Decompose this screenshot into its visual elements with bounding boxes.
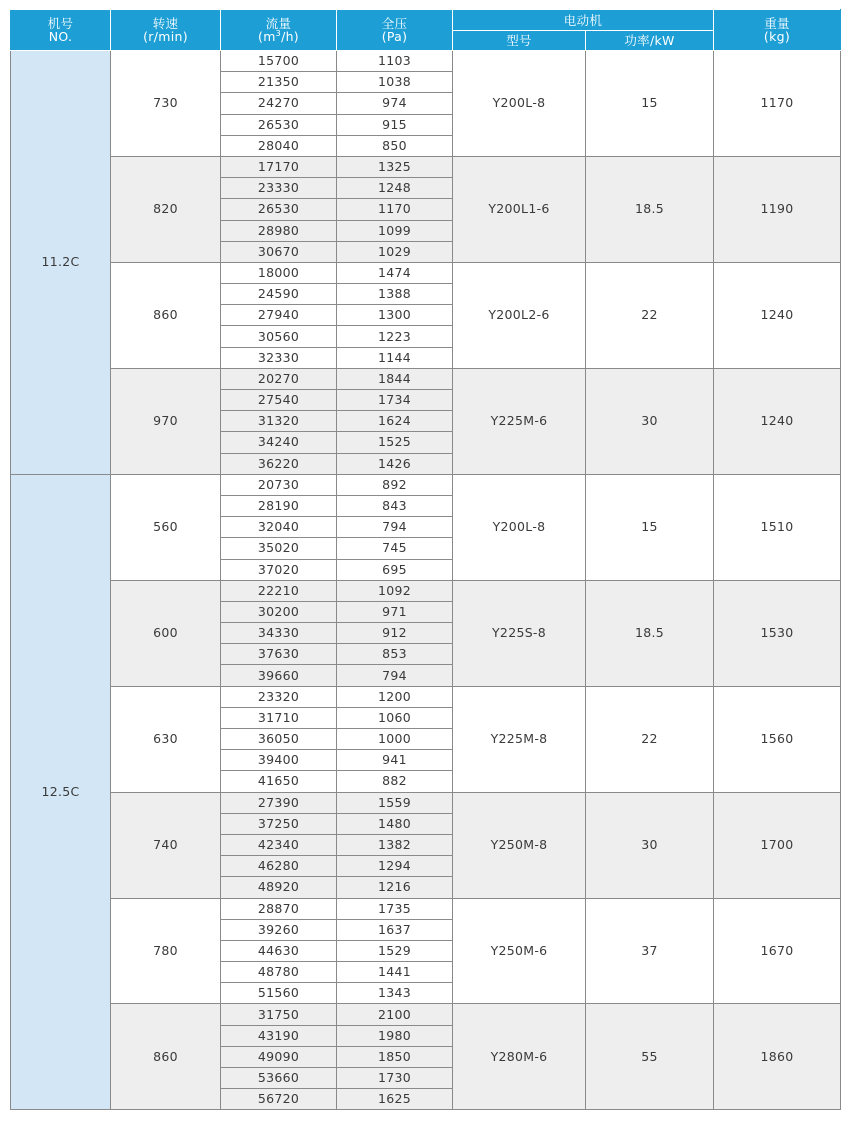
pressure-cell: 2100 (337, 1004, 453, 1025)
pressure-cell: 1474 (337, 262, 453, 283)
flow-cell: 32040 (221, 517, 337, 538)
flow-unit-post: /h) (281, 29, 299, 44)
pressure-cell: 1103 (337, 51, 453, 72)
pressure-cell: 1730 (337, 1068, 453, 1089)
motor-power-cell: 15 (586, 51, 714, 157)
header-weight-label: 重量 (764, 16, 790, 31)
speed-cell: 600 (111, 580, 221, 686)
pressure-cell: 915 (337, 114, 453, 135)
pressure-cell: 1000 (337, 729, 453, 750)
motor-power-cell: 37 (586, 898, 714, 1004)
header-motor-model: 型号 (453, 31, 586, 51)
pressure-cell: 941 (337, 750, 453, 771)
flow-cell: 42340 (221, 834, 337, 855)
weight-cell: 1190 (714, 156, 841, 262)
pressure-cell: 912 (337, 623, 453, 644)
weight-cell: 1240 (714, 368, 841, 474)
pressure-cell: 974 (337, 93, 453, 114)
flow-cell: 56720 (221, 1089, 337, 1110)
fan-spec-table (10, 9, 841, 1110)
flow-cell: 41650 (221, 771, 337, 792)
motor-power-cell: 18.5 (586, 580, 714, 686)
speed-cell: 860 (111, 262, 221, 368)
motor-power-cell: 22 (586, 686, 714, 792)
flow-cell: 27390 (221, 792, 337, 813)
flow-cell: 15700 (221, 51, 337, 72)
pressure-cell: 1559 (337, 792, 453, 813)
flow-cell: 31710 (221, 707, 337, 728)
flow-unit-pre: (m (258, 29, 276, 44)
motor-power-cell: 15 (586, 474, 714, 580)
flow-cell: 31320 (221, 411, 337, 432)
motor-model-cell: Y250M-8 (453, 792, 586, 898)
flow-cell: 28040 (221, 135, 337, 156)
flow-cell: 24270 (221, 93, 337, 114)
pressure-cell: 1734 (337, 390, 453, 411)
flow-cell: 20270 (221, 368, 337, 389)
pressure-cell: 843 (337, 495, 453, 516)
flow-cell: 36050 (221, 729, 337, 750)
header-weight-unit: (kg) (763, 29, 791, 44)
motor-power-cell: 30 (586, 368, 714, 474)
pressure-cell: 850 (337, 135, 453, 156)
flow-cell: 18000 (221, 262, 337, 283)
motor-model-cell: Y225M-6 (453, 368, 586, 474)
header-model-no-label: 机号 (47, 16, 74, 31)
motor-power-cell: 30 (586, 792, 714, 898)
model-no-cell: 11.2C (11, 51, 111, 475)
flow-cell: 35020 (221, 538, 337, 559)
table-header (11, 10, 841, 51)
motor-model-cell: Y200L2-6 (453, 262, 586, 368)
table-row (11, 262, 841, 283)
flow-cell: 28870 (221, 898, 337, 919)
pressure-cell: 1248 (337, 178, 453, 199)
flow-cell: 53660 (221, 1068, 337, 1089)
motor-power-cell: 22 (586, 262, 714, 368)
pressure-cell: 1300 (337, 305, 453, 326)
pressure-cell: 853 (337, 644, 453, 665)
motor-power-cell: 18.5 (586, 156, 714, 262)
pressure-cell: 1144 (337, 347, 453, 368)
pressure-cell: 1343 (337, 983, 453, 1004)
weight-cell: 1700 (714, 792, 841, 898)
flow-cell: 17170 (221, 156, 337, 177)
header-speed (111, 10, 221, 51)
flow-cell: 46280 (221, 856, 337, 877)
weight-cell: 1170 (714, 51, 841, 157)
header-model-no-label-en: NO. (48, 29, 73, 44)
header-motor-power: 功率/kW (586, 31, 714, 51)
table-row (11, 898, 841, 919)
flow-cell: 31750 (221, 1004, 337, 1025)
pressure-cell: 1325 (337, 156, 453, 177)
table-row (11, 51, 841, 72)
pressure-cell: 794 (337, 665, 453, 686)
flow-cell: 48920 (221, 877, 337, 898)
pressure-cell: 1480 (337, 813, 453, 834)
pressure-cell: 1637 (337, 919, 453, 940)
header-pressure-unit: (Pa) (381, 29, 408, 44)
pressure-cell: 1099 (337, 220, 453, 241)
flow-cell: 26530 (221, 199, 337, 220)
flow-cell: 48780 (221, 962, 337, 983)
flow-cell: 23320 (221, 686, 337, 707)
motor-model-cell: Y200L-8 (453, 51, 586, 157)
motor-model-cell: Y225M-8 (453, 686, 586, 792)
table-row (11, 792, 841, 813)
speed-cell: 860 (111, 1004, 221, 1110)
header-pressure-label: 全压 (381, 16, 408, 31)
flow-cell: 34330 (221, 623, 337, 644)
pressure-cell: 1388 (337, 284, 453, 305)
model-no-cell: 12.5C (11, 474, 111, 1110)
pressure-cell: 1029 (337, 241, 453, 262)
weight-cell: 1860 (714, 1004, 841, 1110)
speed-cell: 780 (111, 898, 221, 1004)
flow-cell: 22210 (221, 580, 337, 601)
pressure-cell: 1980 (337, 1025, 453, 1046)
flow-cell: 51560 (221, 983, 337, 1004)
flow-cell: 39660 (221, 665, 337, 686)
speed-cell: 730 (111, 51, 221, 157)
pressure-cell: 1294 (337, 856, 453, 877)
pressure-cell: 1223 (337, 326, 453, 347)
speed-cell: 630 (111, 686, 221, 792)
header-speed-label: 转速 (152, 16, 179, 31)
pressure-cell: 1844 (337, 368, 453, 389)
flow-cell: 26530 (221, 114, 337, 135)
flow-cell: 20730 (221, 474, 337, 495)
table-row (11, 580, 841, 601)
motor-model-cell: Y200L1-6 (453, 156, 586, 262)
pressure-cell: 745 (337, 538, 453, 559)
weight-cell: 1510 (714, 474, 841, 580)
header-weight (714, 10, 841, 51)
pressure-cell: 1426 (337, 453, 453, 474)
header-speed-unit: (r/min) (143, 29, 188, 44)
motor-model-cell: Y280M-6 (453, 1004, 586, 1110)
table-body (11, 51, 841, 1110)
motor-model-cell: Y250M-6 (453, 898, 586, 1004)
table-row (11, 156, 841, 177)
flow-cell: 24590 (221, 284, 337, 305)
pressure-cell: 882 (337, 771, 453, 792)
weight-cell: 1560 (714, 686, 841, 792)
header-model-no (11, 10, 111, 51)
header-flow (221, 10, 337, 51)
header-motor: 电动机 (453, 10, 714, 31)
flow-cell: 23330 (221, 178, 337, 199)
speed-cell: 740 (111, 792, 221, 898)
pressure-cell: 1092 (337, 580, 453, 601)
pressure-cell: 1850 (337, 1046, 453, 1067)
pressure-cell: 971 (337, 601, 453, 622)
pressure-cell: 1200 (337, 686, 453, 707)
table-row (11, 686, 841, 707)
pressure-cell: 1382 (337, 834, 453, 855)
motor-model-cell: Y200L-8 (453, 474, 586, 580)
flow-cell: 30670 (221, 241, 337, 262)
pressure-cell: 695 (337, 559, 453, 580)
pressure-cell: 1038 (337, 72, 453, 93)
motor-power-cell: 55 (586, 1004, 714, 1110)
weight-cell: 1670 (714, 898, 841, 1004)
pressure-cell: 1624 (337, 411, 453, 432)
pressure-cell: 1625 (337, 1089, 453, 1110)
header-flow-label: 流量 (265, 16, 292, 31)
pressure-cell: 1529 (337, 940, 453, 961)
speed-cell: 970 (111, 368, 221, 474)
header-flow-unit (221, 30, 336, 43)
flow-cell: 44630 (221, 940, 337, 961)
pressure-cell: 1525 (337, 432, 453, 453)
flow-cell: 49090 (221, 1046, 337, 1067)
flow-cell: 37630 (221, 644, 337, 665)
flow-cell: 27540 (221, 390, 337, 411)
table-row (11, 368, 841, 389)
flow-cell: 36220 (221, 453, 337, 474)
pressure-cell: 1060 (337, 707, 453, 728)
weight-cell: 1240 (714, 262, 841, 368)
pressure-cell: 1216 (337, 877, 453, 898)
weight-cell: 1530 (714, 580, 841, 686)
table-row (11, 474, 841, 495)
pressure-cell: 892 (337, 474, 453, 495)
flow-cell: 37250 (221, 813, 337, 834)
speed-cell: 560 (111, 474, 221, 580)
header-pressure (337, 10, 453, 51)
flow-cell: 39260 (221, 919, 337, 940)
flow-cell: 43190 (221, 1025, 337, 1046)
flow-cell: 30200 (221, 601, 337, 622)
speed-cell: 820 (111, 156, 221, 262)
flow-cell: 32330 (221, 347, 337, 368)
flow-cell: 21350 (221, 72, 337, 93)
pressure-cell: 1441 (337, 962, 453, 983)
flow-cell: 39400 (221, 750, 337, 771)
pressure-cell: 794 (337, 517, 453, 538)
motor-model-cell: Y225S-8 (453, 580, 586, 686)
flow-cell: 34240 (221, 432, 337, 453)
pressure-cell: 1735 (337, 898, 453, 919)
flow-cell: 37020 (221, 559, 337, 580)
flow-cell: 27940 (221, 305, 337, 326)
flow-cell: 28980 (221, 220, 337, 241)
flow-unit-sup: 3 (275, 28, 282, 38)
flow-cell: 28190 (221, 495, 337, 516)
flow-cell: 30560 (221, 326, 337, 347)
table-row (11, 1004, 841, 1025)
pressure-cell: 1170 (337, 199, 453, 220)
